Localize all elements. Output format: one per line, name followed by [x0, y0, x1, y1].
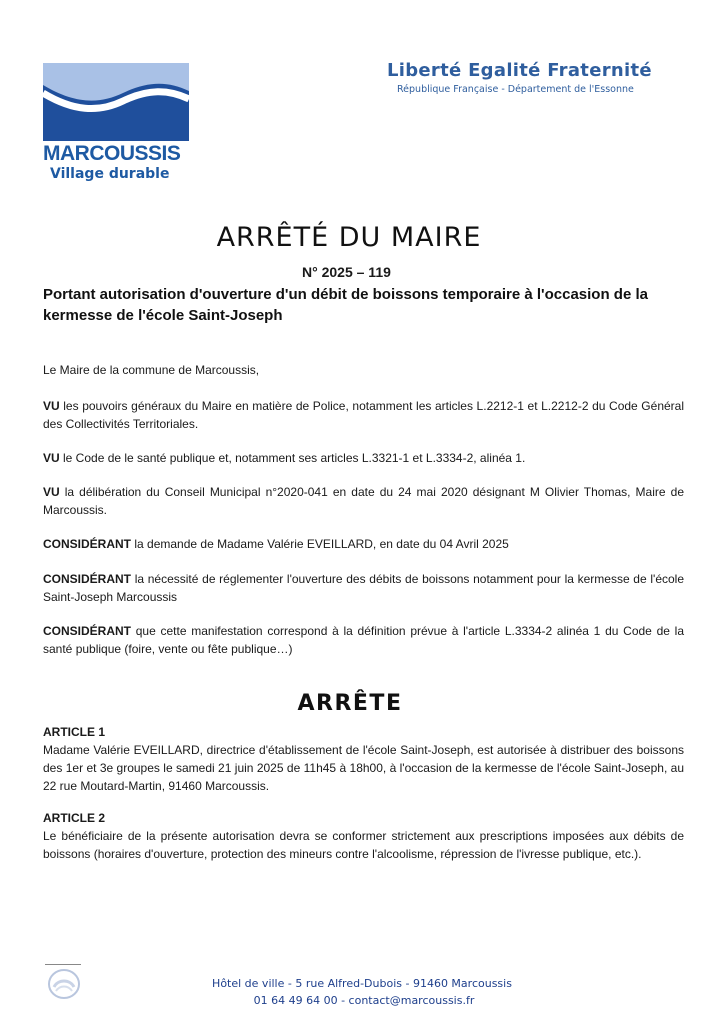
decree-heading: ARRÊTE: [297, 691, 403, 716]
clause-text: la délibération du Conseil Municipal n°2020-041 en date du 24 mai 2020 désignant M Olivier Thomas, Maire de Marcoussis.: [43, 485, 684, 517]
clause-paragraph: [43, 535, 684, 553]
decree-subject: Portant autorisation d'ouverture d'un débit de boissons temporaire à l'occasion de la kermesse de l'école Saint-Joseph: [43, 286, 648, 324]
clause-keyword: VU: [43, 399, 60, 413]
clause-keyword: CONSIDÉRANT: [43, 572, 132, 586]
republic-motto: [387, 60, 687, 95]
clause-keyword: VU: [43, 485, 60, 499]
article-text: Madame Valérie EVEILLARD, directrice d'établissement de l'école Saint-Joseph, est autorisée à distribuer des boissons des 1er et 3e groupes le samedi 21 juin 2025 de 11h45 à 18h00, à l'occasion de la kermesse de l'école Saint-Joseph, au 22 rue Moutard-Martin, 91460 Marcoussis.: [43, 743, 684, 793]
clause-text: les pouvoirs généraux du Maire en matière de Police, notamment les articles L.2212-1 et L.2212-2 du Code Général des Collectivités Territoriales.: [43, 399, 684, 431]
footer-divider: [45, 964, 81, 965]
clause-keyword: VU: [43, 451, 60, 465]
marcoussis-logo: [43, 63, 191, 183]
motto-subtitle: République Française - Département de l'Essonne: [397, 84, 634, 95]
article-title: ARTICLE 1: [43, 725, 106, 739]
wave-emblem-icon: [43, 63, 189, 141]
clause-text: que cette manifestation correspond à la définition prévue à l'article L.3334-2 alinéa 1 du Code de la santé publique (foire, vente ou fête publique…): [43, 624, 684, 656]
logo-name: MARCOUSSIS: [43, 142, 181, 165]
decree-number: N° 2025 – 119: [302, 264, 391, 280]
clause-paragraph: [43, 570, 684, 606]
clause-paragraph: [43, 622, 684, 658]
intro-paragraph: Le Maire de la commune de Marcoussis,: [43, 363, 260, 377]
article-1: [43, 723, 684, 795]
clause-keyword: CONSIDÉRANT: [43, 537, 132, 551]
article-2: [43, 809, 684, 863]
motto-text: Liberté Egalité Fraternité: [387, 60, 652, 81]
footer-contact: [0, 975, 724, 1009]
clause-text: la nécessité de réglementer l'ouverture des débits de boissons notamment pour la kermesse de l'école Saint-Joseph Marcoussis: [43, 572, 684, 604]
footer-phone-email: 01 64 49 64 00 - contact@marcoussis.fr: [253, 994, 475, 1007]
document-title: ARRÊTÉ DU MAIRE: [216, 222, 482, 253]
clause-paragraph: [43, 483, 684, 519]
clause-text: la demande de Madame Valérie EVEILLARD, en date du 04 Avril 2025: [131, 537, 509, 551]
clause-text: le Code de le santé publique et, notamment ses articles L.3321-1 et L.3334-2, alinéa 1.: [59, 451, 526, 465]
clause-paragraph: [43, 397, 684, 433]
clause-keyword: CONSIDÉRANT: [43, 624, 132, 638]
clause-paragraph: [43, 449, 684, 467]
article-title: ARTICLE 2: [43, 811, 106, 825]
footer-address: Hôtel de ville - 5 rue Alfred-Dubois - 91460 Marcoussis: [212, 977, 512, 990]
article-text: Le bénéficiaire de la présente autorisation devra se conformer strictement aux prescriptions imposées aux débits de boissons (horaires d'ouverture, protection des mineurs contre l'alcoolisme, répression de l'ivresse publique, etc.).: [43, 829, 684, 861]
logo-tagline: Village durable: [50, 166, 170, 182]
